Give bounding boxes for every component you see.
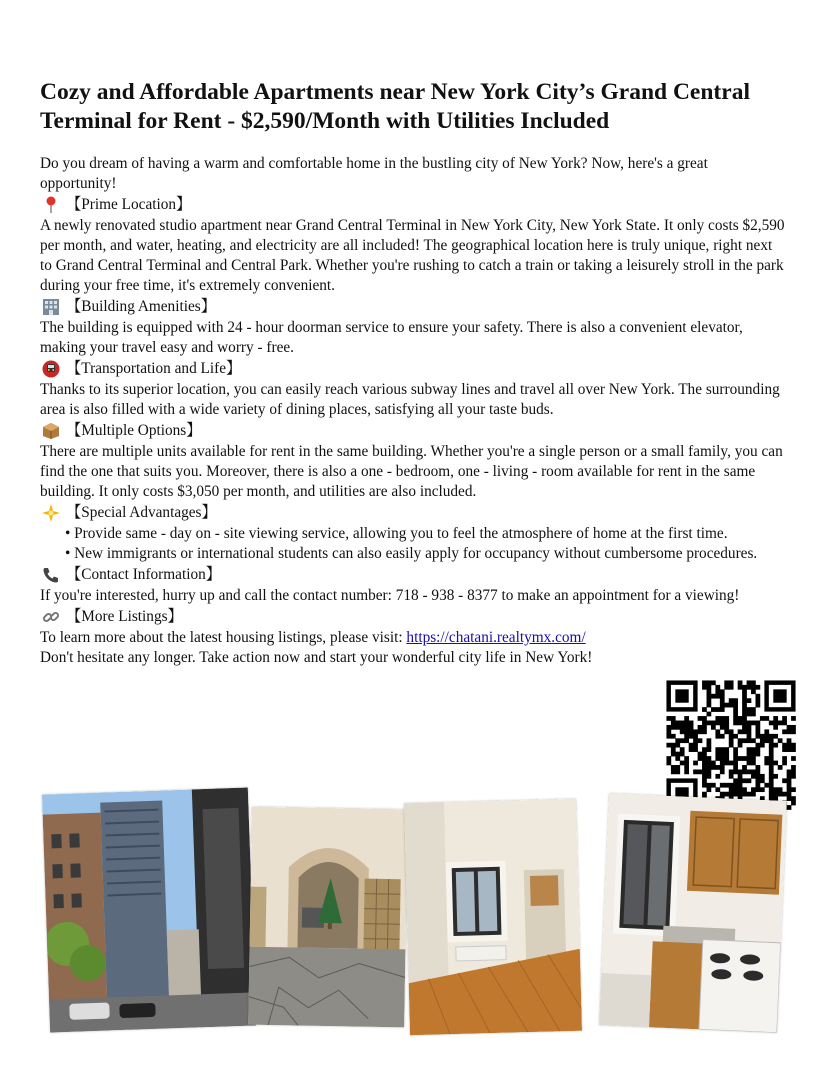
list-item: • Provide same - day on - site viewing service, allowing you to feel the atmosphere of home at the first time.	[65, 525, 728, 542]
contact-text: If you're interested, hurry up and call the contact number: 718 - 938 - 8377 to make an appointment for a viewing!	[40, 587, 740, 604]
link-icon	[40, 608, 62, 626]
photo-street-view	[42, 787, 256, 1032]
closing-text: Don't hesitate any longer. Take action now and start your wonderful city life in New York!	[40, 649, 593, 666]
photo-kitchen	[599, 793, 787, 1033]
advantages-list	[40, 524, 785, 564]
listings-link[interactable]: https://chatani.realtymx.com/	[406, 629, 586, 646]
section-heading-options: 【Multiple Options】	[40, 421, 785, 441]
amenities-text: The building is equipped with 24 - hour doorman service to ensure your safety. There is also a convenient elevator, making your travel easy and worry - free.	[40, 319, 743, 356]
photo-empty-room	[404, 799, 582, 1035]
section-heading-amenities: 【Building Amenities】	[40, 297, 785, 317]
telephone-icon	[40, 566, 62, 584]
metro-train-icon	[40, 360, 62, 378]
office-building-icon	[40, 298, 62, 316]
location-text: A newly renovated studio apartment near Grand Central Terminal in New York City, New York State. It only costs $2,590 per month, and water, heating, and electricity are all included! The geographical location here is truly unique, right next to Grand Central Terminal and Central Park. Whether you're rushing to catch a train or taking a leisurely stroll in the park during your free time, it's extremely convenient.	[40, 217, 785, 294]
qr-code-graphic	[662, 676, 800, 814]
transport-text: Thanks to its superior location, you can easily reach various subway lines and travel all over New York. The surrounding area is also filled with a wide variety of dining places, satisfying all your taste buds.	[40, 381, 780, 418]
section-heading-advantages: 【Special Advantages】	[40, 503, 785, 523]
qr-code	[662, 676, 800, 814]
options-text: There are multiple units available for rent in the same building. Whether you're a single person or a small family, you can find the one that suits you. Moreover, there is also a one - bedroom, one - living - room available for rent in the same building. It only costs $3,050 per month, and utilities are also included.	[40, 443, 783, 500]
sparkle-star-icon	[40, 504, 62, 522]
section-heading-contact: 【Contact Information】	[40, 565, 785, 585]
page-title: Cozy and Affordable Apartments near New York City’s Grand Central Terminal for Rent - $2,590/Month with Utilities Included	[40, 79, 750, 134]
section-heading-location: 【Prime Location】	[40, 195, 785, 215]
section-heading-listings: 【More Listings】	[40, 607, 785, 627]
photo-lobby	[248, 807, 408, 1028]
list-item: • New immigrants or international students can also easily apply for occupancy without cumbersome procedures.	[65, 545, 758, 562]
intro-text: Do you dream of having a warm and comfortable home in the bustling city of New York? Now, here's a great opportunity!	[40, 155, 708, 192]
listing-document	[40, 78, 785, 668]
listings-text: To learn more about the latest housing listings, please visit: https://chatani.realtymx.com/	[40, 629, 586, 646]
package-icon	[40, 422, 62, 440]
section-heading-transport: 【Transportation and Life】	[40, 359, 785, 379]
pushpin-icon	[40, 196, 62, 214]
